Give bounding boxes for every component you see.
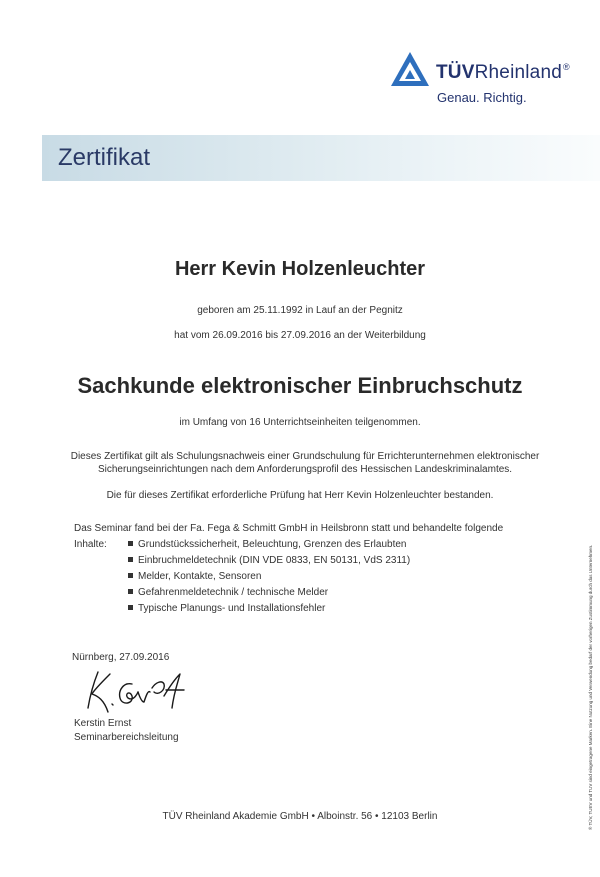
list-item-text: Melder, Kontakte, Sensoren bbox=[138, 571, 262, 582]
scope-line: im Umfang von 16 Unterrichtseinheiten teilgenommen. bbox=[179, 417, 421, 428]
birth-line: geboren am 25.11.1992 in Lauf an der Pegnitz bbox=[197, 305, 403, 316]
list-item bbox=[128, 601, 410, 617]
contents-list bbox=[128, 537, 410, 617]
signer-role: Seminarbereichsleitung bbox=[74, 732, 179, 743]
bullet-square-icon bbox=[128, 605, 133, 610]
bullet-square-icon bbox=[128, 589, 133, 594]
seminar-line: Das Seminar fand bei der Fa. Fega & Schmitt GmbH in Heilsbronn statt und behandelte folgende bbox=[74, 523, 504, 534]
brand-name-light: Rheinland bbox=[474, 62, 562, 83]
list-item-text: Grundstückssicherheit, Beleuchtung, Grenzen des Erlaubten bbox=[138, 539, 407, 550]
brand-name bbox=[436, 62, 570, 84]
registered-mark: ® bbox=[562, 62, 570, 72]
place-date: Nürnberg, 27.09.2016 bbox=[72, 652, 170, 663]
list-item bbox=[128, 585, 410, 601]
bullet-square-icon bbox=[128, 573, 133, 578]
purpose-paragraph: Dieses Zertifikat gilt als Schulungsnachweis einer Grundschulung für Errichterunternehmen elektronischer Sicherungseinrichtungen nach dem Anforderungsprofil des Hessischen Landeskriminalamtes. bbox=[70, 451, 540, 475]
title-band bbox=[42, 135, 600, 181]
tuv-rheinland-logo bbox=[390, 50, 590, 110]
list-item bbox=[128, 569, 410, 585]
passed-line: Die für dieses Zertifikat erforderliche Prüfung hat Herr Kevin Holzenleuchter bestanden. bbox=[106, 490, 494, 501]
brand-tagline: Genau. Richtig. bbox=[437, 90, 527, 105]
handwritten-signature bbox=[80, 668, 190, 716]
recipient-name: Herr Kevin Holzenleuchter bbox=[174, 258, 426, 280]
brand-name-bold: TÜV bbox=[436, 62, 475, 83]
list-item bbox=[128, 537, 410, 553]
list-item-text: Einbruchmeldetechnik (DIN VDE 0833, EN 50131, VdS 2311) bbox=[138, 555, 411, 566]
contents-label: Inhalte: bbox=[74, 539, 107, 550]
document-title: Zertifikat bbox=[58, 144, 151, 171]
bullet-square-icon bbox=[128, 541, 133, 546]
bullet-square-icon bbox=[128, 557, 133, 562]
list-item-text: Gefahrenmeldetechnik / technische Melder bbox=[138, 587, 329, 598]
footer-address: TÜV Rheinland Akademie GmbH • Alboinstr. 56 • 12103 Berlin bbox=[162, 811, 438, 822]
course-title: Sachkunde elektronischer Einbruchschutz bbox=[77, 373, 523, 398]
tuv-triangle-logo-icon bbox=[390, 50, 430, 90]
list-item bbox=[128, 553, 410, 569]
signer-name: Kerstin Ernst bbox=[74, 718, 132, 729]
trademark-note: ® TÜV, TUEV und TUV sind eingetragene Marken. Eine Nutzung und Verwendung bedarf der vorherigen Zustimmung durch das Unternehmen. bbox=[588, 544, 593, 830]
list-item-text: Typische Planungs- und Installationsfehler bbox=[138, 603, 326, 614]
period-line: hat vom 26.09.2016 bis 27.09.2016 an der Weiterbildung bbox=[174, 330, 426, 341]
